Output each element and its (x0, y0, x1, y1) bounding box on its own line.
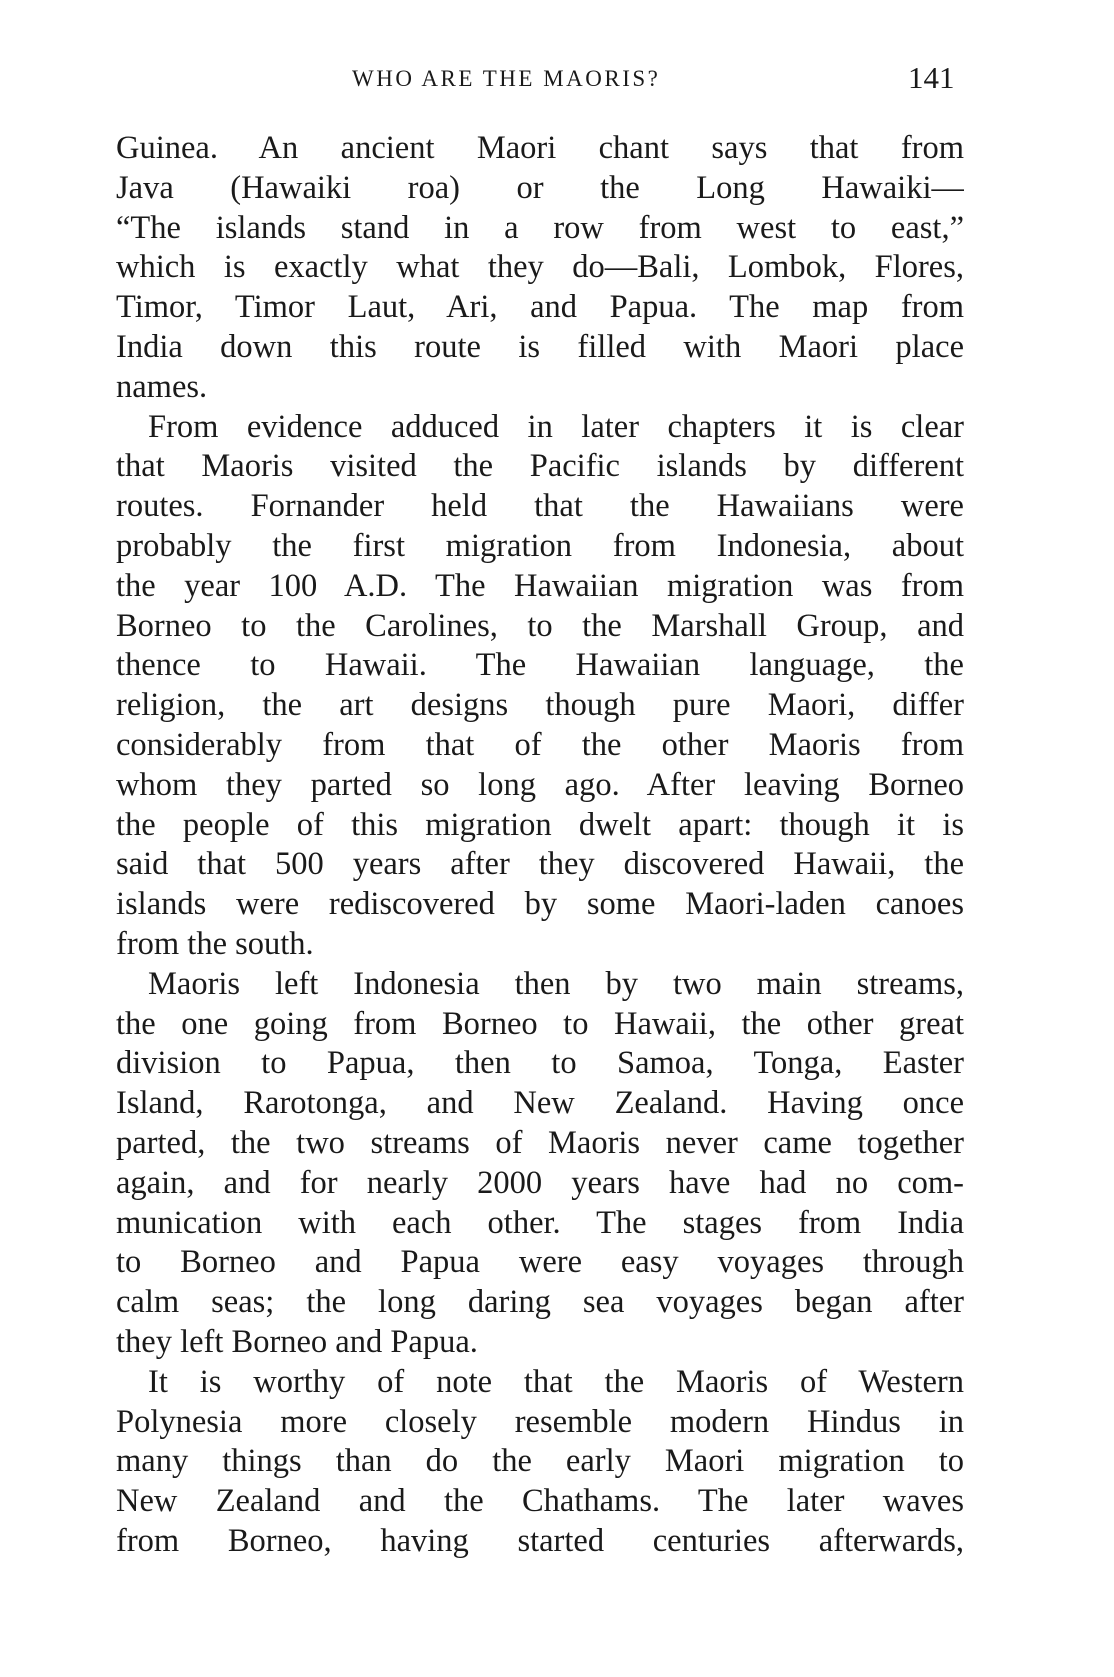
text-line: Maoris left Indonesia then by two main streams, (148, 965, 964, 1002)
text-line: division to Papua, then to Samoa, Tonga, Easter (116, 1045, 964, 1082)
text-line: parted, the two streams of Maoris never came together (116, 1124, 964, 1161)
body-text (116, 129, 964, 1562)
text-line: from Borneo, having started centuries afterwards, (116, 1522, 964, 1559)
text-line: religion, the art designs though pure Maori, differ (116, 687, 964, 724)
text-line: names. (116, 368, 208, 405)
text-line: India down this route is filled with Maori place (116, 328, 964, 365)
text-line: Polynesia more closely resemble modern Hindus in (116, 1403, 964, 1440)
text-line: “The islands stand in a row from west to east,” (116, 209, 964, 246)
text-line: Island, Rarotonga, and New Zealand. Having once (116, 1085, 964, 1122)
text-line: probably the first migration from Indonesia, about (116, 527, 964, 564)
text-line: Guinea. An ancient Maori chant says that from (116, 130, 964, 166)
text-line: considerably from that of the other Maoris from (116, 726, 964, 763)
text-line: the year 100 A.D. The Hawaiian migration was from (116, 567, 964, 604)
text-line: islands were rediscovered by some Maori-laden canoes (116, 886, 964, 923)
text-line: the one going from Borneo to Hawaii, the other great (116, 1005, 964, 1042)
running-title: WHO ARE THE MAORIS? (352, 66, 661, 91)
text-line: many things than do the early Maori migration to (116, 1443, 964, 1480)
text-line: Java (Hawaiki roa) or the Long Hawaiki— (116, 169, 964, 206)
text-line: which is exactly what they do—Bali, Lombok, Flores, (116, 249, 964, 286)
text-line: routes. Fornander held that the Hawaiians were (116, 488, 964, 525)
text-line: they left Borneo and Papua. (116, 1323, 478, 1360)
text-line: munication with each other. The stages from India (116, 1204, 964, 1241)
text-line: from the south. (116, 925, 314, 962)
text-line: New Zealand and the Chathams. The later waves (116, 1483, 964, 1520)
text-line: thence to Hawaii. The Hawaiian language, the (116, 647, 964, 684)
text-line: said that 500 years after they discovered Hawaii, the (116, 846, 964, 883)
text-line: to Borneo and Papua were easy voyages through (116, 1244, 964, 1281)
text-line: the people of this migration dwelt apart: though it is (116, 806, 964, 843)
text-line: It is worthy of note that the Maoris of Western (148, 1363, 964, 1400)
text-line: Timor, Timor Laut, Ari, and Papua. The map from (116, 289, 964, 326)
text-line: that Maoris visited the Pacific islands by different (116, 448, 964, 485)
text-line: Borneo to the Carolines, to the Marshall Group, and (116, 607, 964, 644)
text-line: again, and for nearly 2000 years have had no com- (116, 1164, 964, 1201)
text-line: From evidence adduced in later chapters it is clear (148, 408, 964, 445)
text-line: calm seas; the long daring sea voyages began after (116, 1284, 964, 1321)
running-head (0, 62, 1114, 102)
page-number: 141 (908, 60, 955, 95)
text-line: whom they parted so long ago. After leaving Borneo (116, 766, 964, 803)
